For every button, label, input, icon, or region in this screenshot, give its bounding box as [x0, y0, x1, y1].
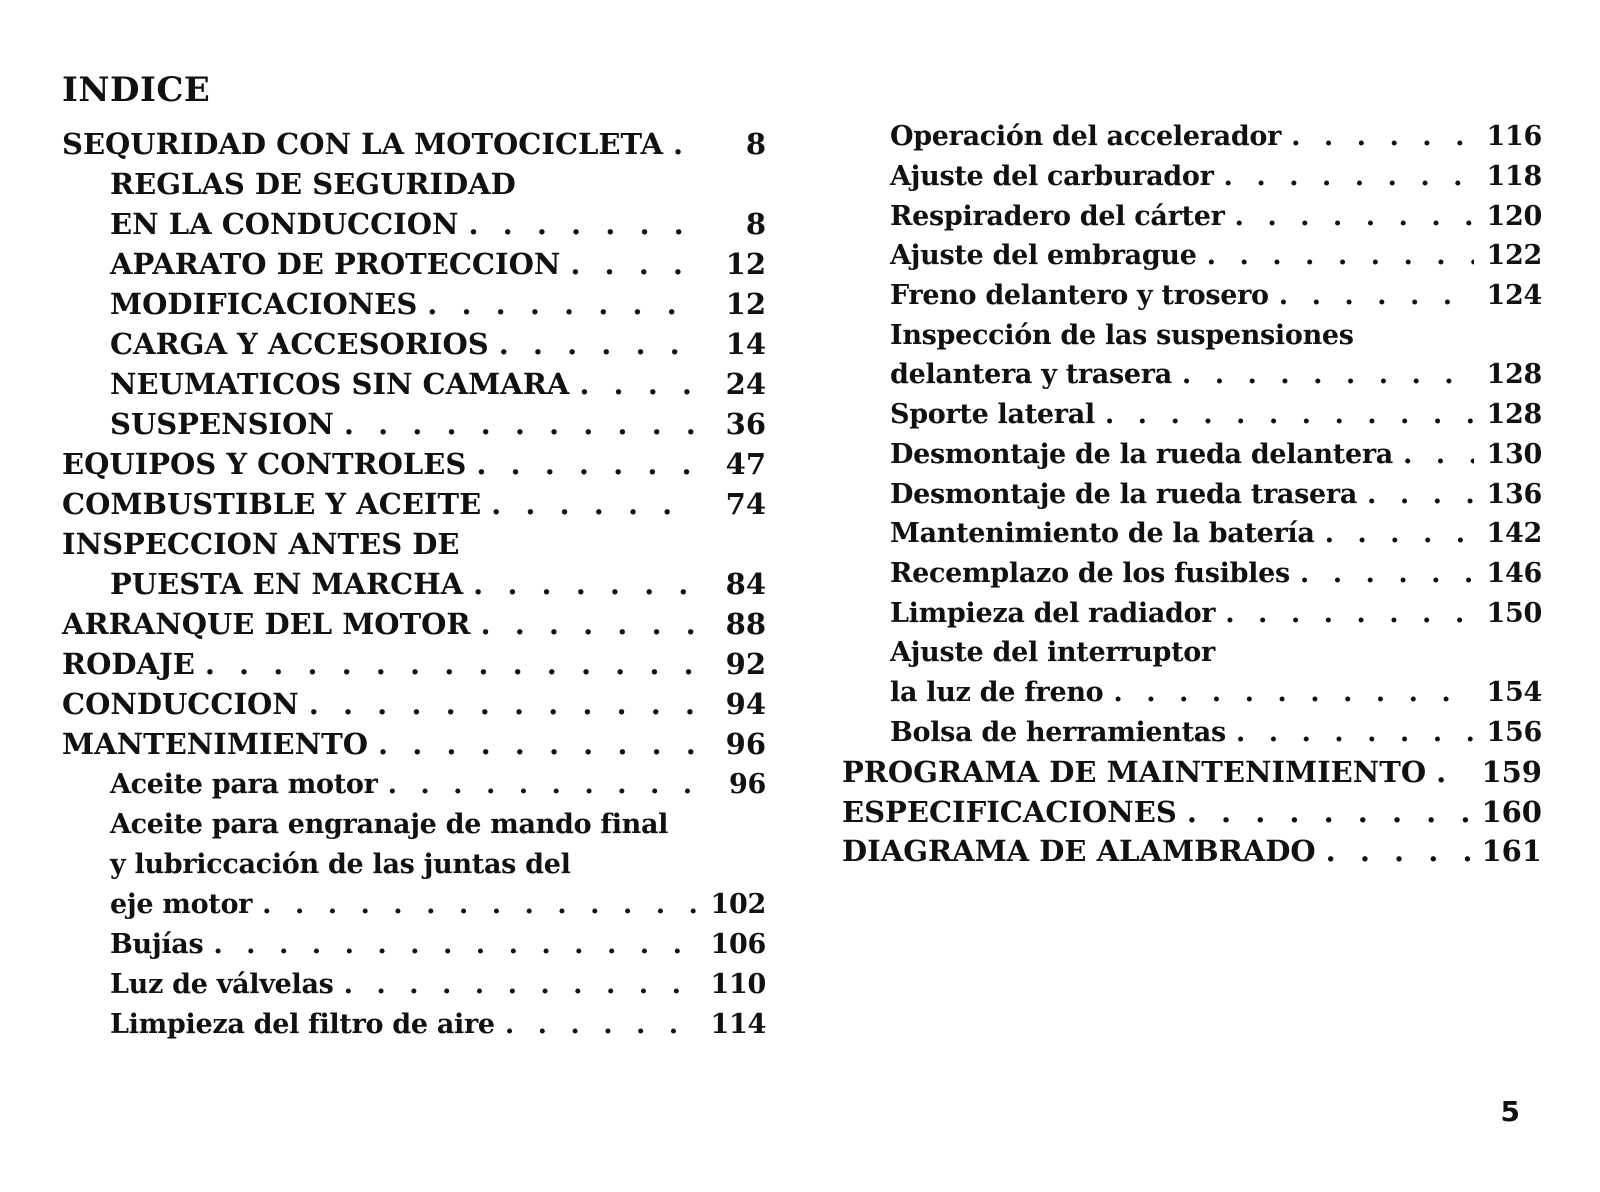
toc-entry-page: 84: [725, 567, 766, 601]
toc-entry: [842, 395, 1542, 435]
toc-entry-page: 116: [1486, 121, 1542, 153]
toc-entry: [62, 884, 766, 924]
toc-entry-label: Sporte lateral: [890, 399, 1095, 431]
toc-entry-label: Aceite para engranaje de mando final: [110, 808, 669, 840]
toc-entry-page: 161: [1481, 834, 1542, 869]
dot-leader: [1367, 479, 1474, 510]
toc-entry-page: 156: [1486, 716, 1542, 748]
toc-entry: [842, 435, 1542, 475]
toc-entry-page: 14: [725, 327, 766, 361]
dot-leader: [1326, 834, 1472, 868]
toc-entry: [842, 276, 1542, 316]
toc-entry: [62, 484, 766, 524]
toc-entry-label: EN LA CONDUCCION: [110, 207, 459, 241]
toc-entry-label: MODIFICACIONES: [110, 287, 418, 321]
toc-entry-label: INSPECCION ANTES DE: [62, 527, 460, 561]
dot-leader: [1291, 121, 1474, 152]
toc-entry-page: 128: [1486, 359, 1542, 391]
toc-entry-page: 47: [725, 447, 766, 481]
toc-entry-label: Bolsa de herramientas: [890, 716, 1226, 748]
toc-entry: [842, 712, 1542, 752]
toc-entry: [842, 474, 1542, 514]
toc-entry: [62, 204, 766, 244]
toc-entry-label: DIAGRAMA DE ALAMBRADO: [842, 834, 1316, 869]
toc-entry-page: 12: [725, 287, 766, 321]
toc-entry-label: COMBUSTIBLE Y ACEITE: [62, 487, 482, 521]
toc-entry: [62, 684, 766, 724]
page-title: INDICE: [62, 70, 211, 110]
toc-entry-label: Limpieza del filtro de aire: [110, 1008, 495, 1040]
toc-entry: [62, 924, 766, 964]
toc-entry: [62, 804, 766, 844]
toc-entry: [842, 633, 1542, 673]
toc-entry: [62, 604, 766, 644]
toc-entry: [62, 244, 766, 284]
toc-entry-label: Desmontaje de la rueda trasera: [890, 478, 1358, 510]
toc-entry-label: y lubriccación de las juntas del: [110, 848, 571, 880]
toc-entry-label: Operación del accelerador: [890, 121, 1282, 153]
toc-entry-label: delantera y trasera: [890, 359, 1172, 391]
toc-entry-label: CONDUCCION: [62, 687, 299, 721]
toc-entry-label: la luz de freno: [890, 676, 1104, 708]
toc-entry: [842, 315, 1542, 355]
toc-entry-label: Inspección de las suspensiones: [890, 319, 1354, 351]
toc-entry-label: Ajuste del embrague: [890, 240, 1197, 272]
toc-entry: [842, 236, 1542, 276]
dot-leader: [205, 647, 698, 681]
toc-entry-page: 24: [725, 367, 766, 401]
toc-entry: [842, 752, 1542, 792]
toc-entry-page: 12: [725, 247, 766, 281]
toc-entry: [842, 673, 1542, 713]
toc-entry-label: NEUMATICOS SIN CAMARA: [110, 367, 570, 401]
toc-entry-page: 146: [1486, 557, 1542, 589]
toc-entry: [62, 564, 766, 604]
toc-entry-page: 118: [1486, 161, 1542, 193]
toc-entry-label: EQUIPOS Y CONTROLES: [62, 447, 467, 481]
toc-entry-label: eje motor: [110, 888, 253, 920]
toc-entry-page: 96: [725, 727, 766, 761]
toc-entry: [62, 324, 766, 364]
toc-entry: [62, 284, 766, 324]
toc-entry-label: Respiradero del cárter: [890, 200, 1225, 232]
dot-leader: [499, 327, 698, 361]
toc-entry-page: 128: [1486, 399, 1542, 431]
dot-leader: [344, 407, 698, 441]
toc-entry-page: 130: [1486, 438, 1542, 470]
toc-entry-page: 102: [710, 888, 766, 920]
dot-leader: [491, 487, 698, 521]
toc-entry-page: 124: [1486, 280, 1542, 312]
toc-entry: [62, 844, 766, 884]
dot-leader: [1325, 518, 1474, 549]
toc-left-column: [62, 124, 766, 1044]
toc-entry: [842, 792, 1542, 832]
toc-entry-page: 120: [1486, 200, 1542, 232]
toc-entry: [62, 124, 766, 164]
toc-entry-page: 159: [1481, 754, 1542, 789]
toc-entry: [62, 964, 766, 1004]
toc-entry-page: 106: [710, 928, 766, 960]
toc-entry-label: Bujías: [110, 928, 204, 960]
toc-entry-label: Ajuste del interruptor: [890, 637, 1215, 669]
toc-entry: [842, 831, 1542, 871]
toc-entry-page: 92: [725, 647, 766, 681]
toc-entry-page: 142: [1486, 518, 1542, 550]
dot-leader: [570, 247, 698, 281]
dot-leader: [427, 287, 698, 321]
toc-entry-page: 154: [1486, 676, 1542, 708]
toc-entry-page: 114: [710, 1008, 766, 1040]
dot-leader: [673, 127, 698, 161]
dot-leader: [1113, 677, 1474, 708]
toc-entry: [62, 724, 766, 764]
toc-entry: [842, 196, 1542, 236]
dot-leader: [213, 929, 698, 960]
toc-entry-label: MANTENIMIENTO: [62, 727, 368, 761]
toc-entry-label: ESPECIFICACIONES: [842, 794, 1177, 829]
page-number: 5: [1500, 1095, 1520, 1128]
dot-leader: [1207, 240, 1474, 271]
toc-entry-label: REGLAS DE SEGURIDAD: [110, 167, 516, 201]
toc-entry: [62, 404, 766, 444]
toc-entry-page: 36: [725, 407, 766, 441]
dot-leader: [1403, 439, 1474, 470]
toc-entry: [62, 444, 766, 484]
dot-leader: [473, 567, 698, 601]
toc-entry-page: 88: [725, 607, 766, 641]
dot-leader: [378, 727, 698, 761]
toc-entry-page: 110: [710, 968, 766, 1000]
toc-entry: [62, 164, 766, 204]
toc-entry-label: Mantenimiento de la batería: [890, 518, 1315, 550]
toc-entry: [62, 764, 766, 804]
toc-entry: [62, 524, 766, 564]
dot-leader: [309, 687, 698, 721]
dot-leader: [505, 1009, 698, 1040]
toc-entry-page: 136: [1486, 478, 1542, 510]
dot-leader: [1279, 280, 1474, 311]
toc-entry-label: Luz de válvelas: [110, 968, 334, 1000]
toc-entry-page: 94: [725, 687, 766, 721]
dot-leader: [1236, 717, 1474, 748]
dot-leader: [1105, 399, 1474, 430]
toc-entry: [842, 514, 1542, 554]
toc-entry-label: Ajuste del carburador: [890, 161, 1214, 193]
toc-entry-page: 160: [1481, 794, 1542, 829]
dot-leader: [1187, 795, 1472, 829]
toc-entry: [842, 117, 1542, 157]
toc-entry-page: 150: [1486, 597, 1542, 629]
toc-entry: [842, 593, 1542, 633]
dot-leader: [1182, 359, 1474, 390]
toc-entry: [62, 644, 766, 684]
toc-entry-page: 8: [745, 127, 766, 161]
dot-leader: [1300, 558, 1474, 589]
toc-entry-label: RODAJE: [62, 647, 195, 681]
dot-leader: [476, 447, 698, 481]
toc-entry-label: CARGA Y ACCESORIOS: [110, 327, 489, 361]
toc-entry-label: Freno delantero y trosero: [890, 280, 1269, 312]
dot-leader: [1225, 598, 1474, 629]
toc-entry: [62, 1004, 766, 1044]
toc-entry-page: 8: [745, 207, 766, 241]
toc-entry: [842, 554, 1542, 594]
toc-entry-page: 96: [729, 768, 766, 800]
toc-entry-label: SEQURIDAD CON LA MOTOCICLETA: [62, 127, 664, 161]
toc-right-column: [842, 117, 1542, 871]
toc-entry: [842, 157, 1542, 197]
toc-entry-label: Limpieza del radiador: [890, 597, 1216, 629]
dot-leader: [1436, 755, 1471, 789]
dot-leader: [262, 889, 698, 920]
toc-entry-label: Recemplazo de los fusibles: [890, 557, 1290, 589]
toc-entry-page: 74: [725, 487, 766, 521]
toc-entry-label: ARRANQUE DEL MOTOR: [62, 607, 471, 641]
toc-entry-label: Desmontaje de la rueda delantera: [890, 438, 1393, 470]
dot-leader: [388, 769, 698, 800]
toc-entry-label: SUSPENSION: [110, 407, 334, 441]
dot-leader: [1235, 201, 1474, 232]
toc-entry: [842, 355, 1542, 395]
toc-entry-label: PROGRAMA DE MAINTENIMIENTO: [842, 754, 1427, 789]
dot-leader: [481, 607, 698, 641]
toc-entry-label: APARATO DE PROTECCION: [110, 247, 561, 281]
toc-entry-label: PUESTA EN MARCHA: [110, 567, 464, 601]
dot-leader: [468, 207, 698, 241]
toc-entry-page: 122: [1486, 240, 1542, 272]
dot-leader: [1224, 161, 1474, 192]
dot-leader: [344, 969, 698, 1000]
toc-entry-label: Aceite para motor: [110, 768, 378, 800]
dot-leader: [579, 367, 698, 401]
toc-entry: [62, 364, 766, 404]
